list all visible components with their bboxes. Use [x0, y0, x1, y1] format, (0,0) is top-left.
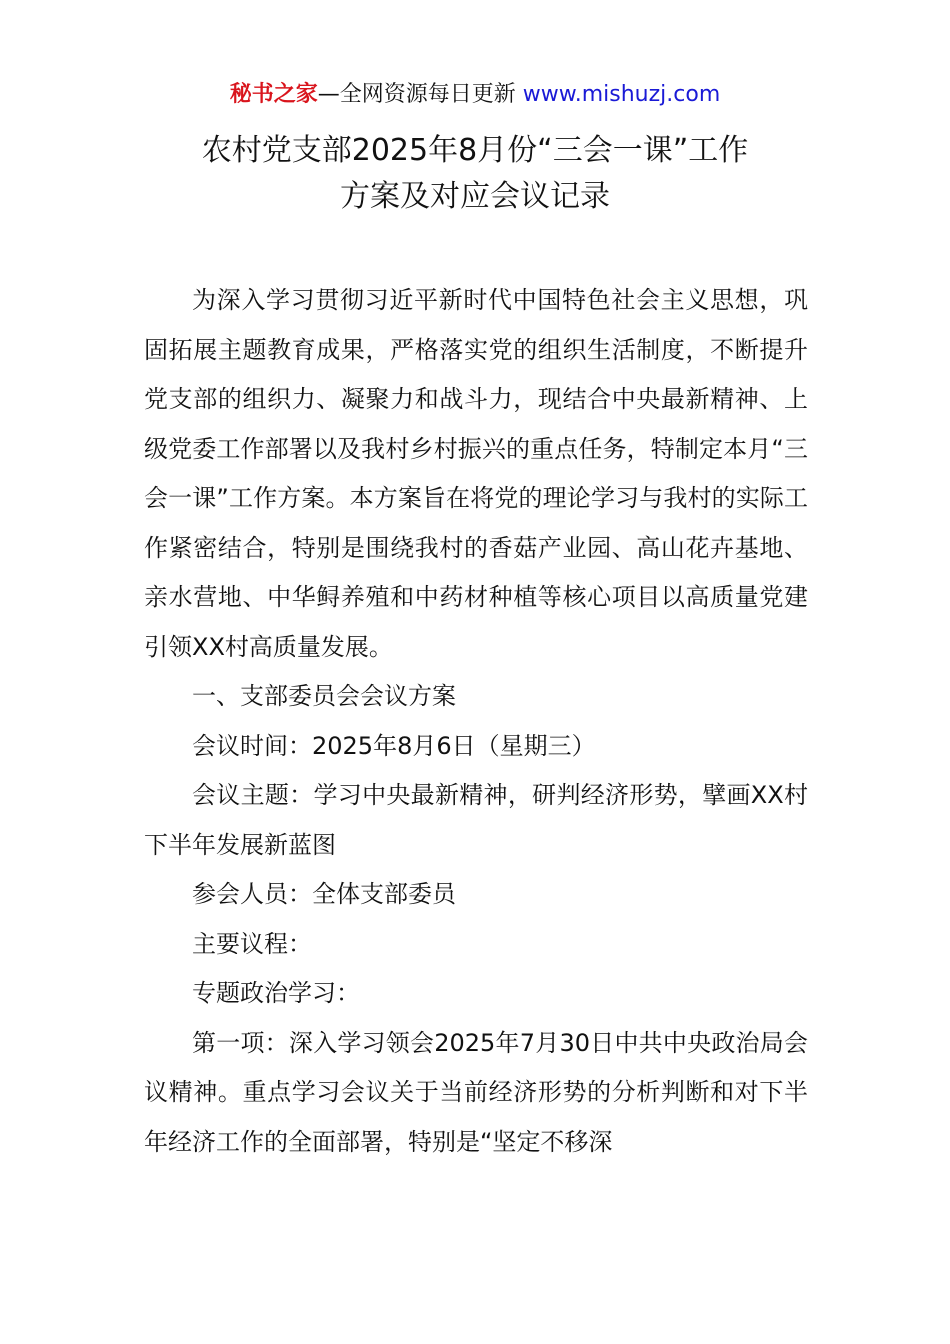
site-header: [0, 80, 950, 110]
study-label: 专题政治学习：: [192, 979, 360, 1007]
section-heading: 一、支部委员会会议方案: [192, 682, 456, 710]
title-line-2: 方案及对应会议记录: [340, 179, 610, 214]
title-line-1: 农村党支部2025年8月份“三会一课”工作: [201, 133, 749, 168]
document-title: [0, 128, 950, 220]
agenda-label: 主要议程：: [192, 929, 312, 958]
attendees: 参会人员：全体支部委员: [192, 880, 456, 908]
header-tagline: —全网资源每日更新: [317, 82, 523, 107]
intro-paragraph: 为深入学习贯彻习近平新时代中国特色社会主义思想，巩固拓展主题教育成果，严格落实党的组织生活制度，不断提升党支部的组织力、凝聚力和战斗力，现结合中央最新精神、上级党委工作部署以及我村乡村振兴的重点任务，特制定本月“三会一课”工作方案。本方案旨在将党的理论学习与我村的实际工作紧密结合，特别是围绕我村的香菇产业园、高山花卉基地、亲水营地、中华鲟养殖和中药材种植等核心项目以高质量党建引领XX村高质量发展。: [144, 286, 808, 661]
meeting-theme: 会议主题：学习中央最新精神，研判经济形势，擘画XX村下半年发展新蓝图: [144, 781, 808, 859]
agenda-item-1: 第一项：深入学习领会2025年7月30日中共中央政治局会议精神。重点学习会议关于当前经济形势的分析判断和对下半年经济工作的全面部署，特别是“坚定不移深: [144, 1028, 808, 1156]
header-url[interactable]: www.mishuzj.com: [522, 82, 721, 107]
document-body: [144, 276, 808, 1167]
brand-name: 秘书之家: [229, 82, 318, 107]
meeting-time: 会议时间：2025年8月6日（星期三）: [192, 731, 596, 760]
